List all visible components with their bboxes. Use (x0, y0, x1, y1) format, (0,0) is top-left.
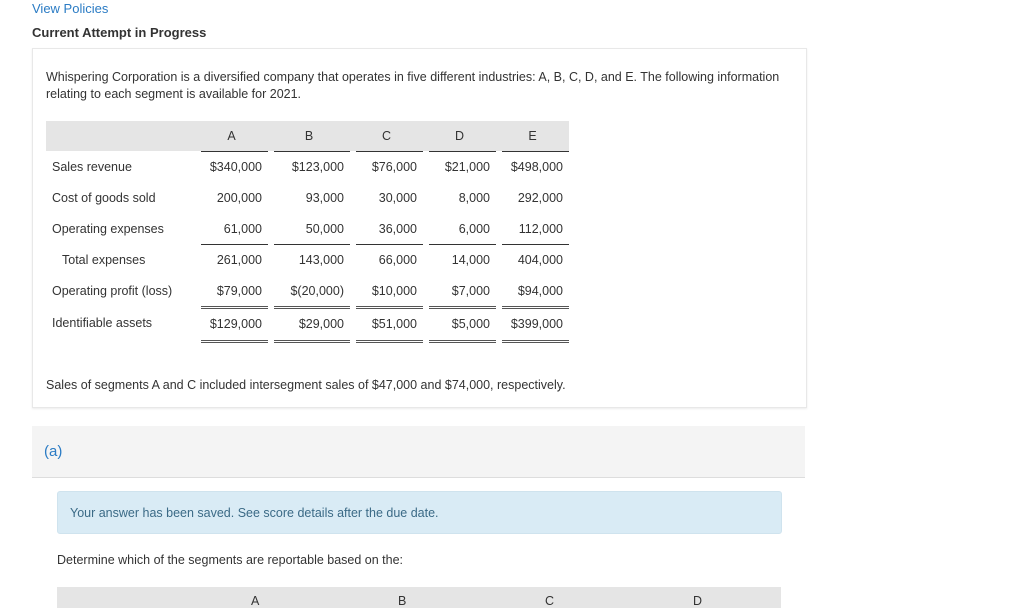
cell (268, 275, 350, 306)
cell-value: 66,000 (356, 244, 423, 275)
cell (195, 306, 268, 339)
part-a-header (32, 426, 805, 478)
cell-value: 8,000 (458, 190, 490, 205)
cell-value: 404,000 (502, 244, 569, 275)
saved-alert-text: Your answer has been saved. See score details after the due date. (70, 506, 439, 520)
cell-value: 14,000 (429, 244, 496, 275)
cell (268, 306, 350, 339)
cell (423, 275, 496, 306)
cell (195, 182, 268, 213)
double-rule (274, 340, 350, 343)
header-blank (46, 121, 195, 151)
table-row (46, 244, 569, 275)
col-header: D (693, 594, 703, 608)
cell (423, 244, 496, 275)
row-label: Total expenses (62, 252, 146, 267)
table-row (46, 213, 569, 244)
cell (350, 244, 423, 275)
cell (496, 151, 569, 182)
cell-value: $498,000 (502, 151, 569, 182)
segment-table (46, 121, 569, 343)
col-header: D (423, 121, 496, 151)
cell-value: 36,000 (378, 221, 417, 236)
double-rule (356, 340, 423, 343)
cell (496, 275, 569, 306)
cell (268, 213, 350, 244)
cell (423, 213, 496, 244)
cell-value: $21,000 (429, 151, 496, 182)
cell (350, 306, 423, 339)
row-label: Operating expenses (52, 221, 164, 236)
double-rule (429, 340, 496, 343)
cell (195, 151, 268, 182)
cell (423, 151, 496, 182)
row-label: Sales revenue (52, 159, 132, 174)
cell (350, 182, 423, 213)
cell-value: 200,000 (216, 190, 262, 205)
problem-card (32, 48, 807, 408)
cell (350, 213, 423, 244)
row-label: Cost of goods sold (52, 190, 156, 205)
reportable-table-header (57, 587, 781, 608)
cell (350, 275, 423, 306)
cell-value: $123,000 (274, 151, 350, 182)
cell-value: $340,000 (201, 151, 268, 182)
cell-value: 50,000 (305, 221, 344, 236)
saved-alert (57, 491, 782, 534)
cell (496, 244, 569, 275)
cell-value: 143,000 (274, 244, 350, 275)
cell (195, 213, 268, 244)
double-rule (201, 340, 268, 343)
cell-value: 30,000 (378, 190, 417, 205)
cell-value: $10,000 (371, 283, 417, 298)
table-row (46, 182, 569, 213)
cell-value: $51,000 (356, 306, 423, 339)
cell (423, 306, 496, 339)
cell-value: 6,000 (458, 221, 490, 236)
row-label: Operating profit (loss) (52, 283, 173, 298)
cell-value: 292,000 (517, 190, 563, 205)
cell-value: $5,000 (429, 306, 496, 339)
cell (195, 275, 268, 306)
cell-value: 61,000 (223, 221, 262, 236)
cell-value: $7,000 (451, 283, 490, 298)
cell (268, 182, 350, 213)
intersegment-note: Sales of segments A and C included intersegment sales of $47,000 and $74,000, respectively. (46, 378, 566, 392)
cell-value: $399,000 (502, 306, 569, 339)
problem-intro: Whispering Corporation is a diversified company that operates in five different industries: A, B, C, D, and E. The following information relating to each segment is available for 2021. (46, 70, 780, 101)
col-header: B (398, 594, 407, 608)
col-header: A (195, 121, 268, 151)
part-a-label: (a) (44, 443, 63, 460)
question-text: Determine which of the segments are reportable based on the: (57, 553, 404, 567)
cell-value: $129,000 (201, 306, 268, 339)
cell-value: $(20,000) (290, 283, 344, 298)
col-header: C (545, 594, 555, 608)
table-row (46, 151, 569, 182)
col-header: E (496, 121, 569, 151)
cell (496, 213, 569, 244)
cell-value: $94,000 (517, 283, 563, 298)
cell (350, 151, 423, 182)
cell-value: 112,000 (518, 221, 563, 236)
view-policies-link[interactable]: View Policies (32, 1, 109, 16)
cell-value: 93,000 (305, 190, 344, 205)
cell (423, 182, 496, 213)
col-header: B (268, 121, 350, 151)
table-header (46, 121, 569, 151)
cell (496, 182, 569, 213)
table-row (46, 275, 569, 306)
attempt-status: Current Attempt in Progress (32, 25, 207, 40)
cell-value: $29,000 (274, 306, 350, 339)
cell-value: $76,000 (356, 151, 423, 182)
cell-value: 261,000 (201, 244, 268, 275)
cell (268, 151, 350, 182)
cell (268, 244, 350, 275)
col-header: C (350, 121, 423, 151)
cell-value: $79,000 (216, 283, 262, 298)
row-label: Identifiable assets (52, 315, 153, 330)
table-row (46, 306, 569, 339)
col-header: A (251, 594, 260, 608)
table-footer-rule (46, 339, 569, 343)
cell (195, 244, 268, 275)
cell (496, 306, 569, 339)
double-rule (502, 340, 569, 343)
